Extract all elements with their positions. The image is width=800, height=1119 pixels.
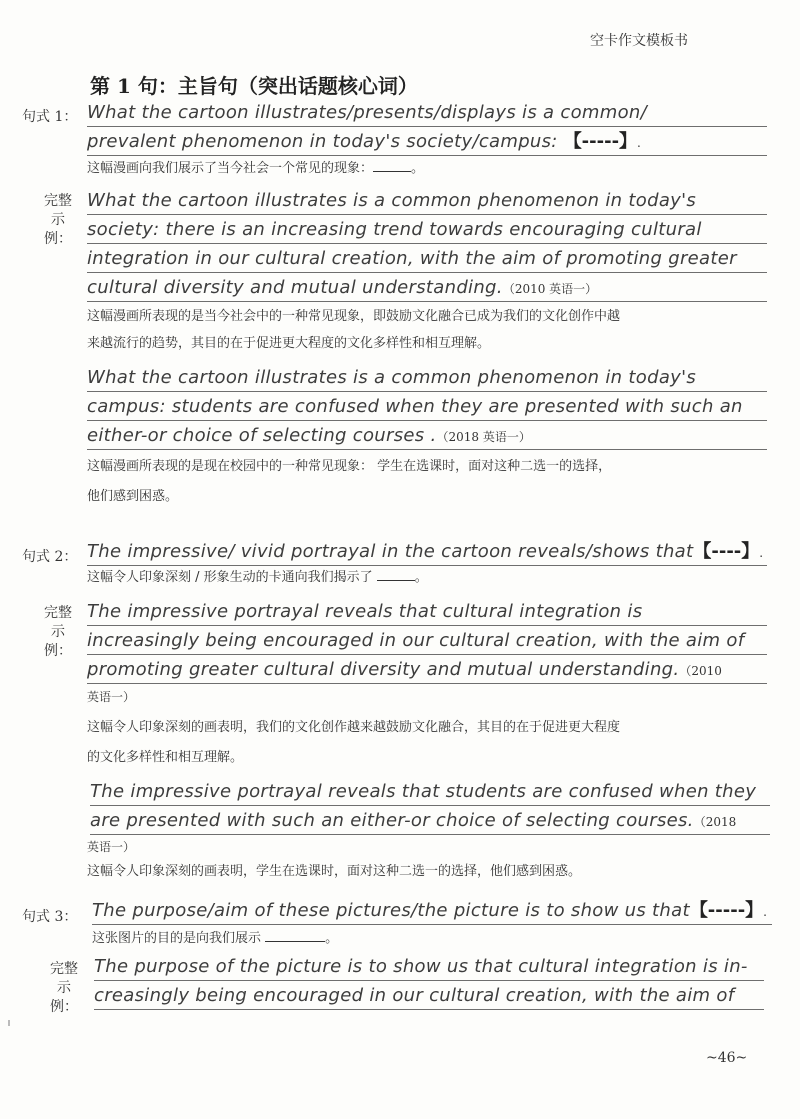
blank-line	[265, 929, 325, 942]
line: The purpose/aim of these pictures/the picture is to show us that【-----】.	[92, 896, 772, 925]
blank-line	[373, 159, 411, 172]
line: increasingly being encouraged in our cultural creation, with the aim of	[87, 626, 767, 655]
pattern-2-english	[87, 537, 767, 566]
line: What the cartoon illustrates is a common phenomenon in today's	[87, 363, 767, 392]
text: 这幅漫画向我们展示了当今社会一个常见的现象：	[87, 161, 374, 176]
source-note-wrap: 英语一）	[87, 840, 136, 854]
line: promoting greater cultural diversity and mutual understanding.（2010	[87, 655, 767, 684]
pattern-1-english	[87, 98, 767, 156]
line: The impressive portrayal reveals that students are confused when they	[90, 777, 770, 806]
example-2-chinese	[87, 452, 767, 512]
line: 来越流行的趋势，其目的在于促进更大程度的文化多样性和相互理解。	[87, 336, 491, 351]
example-5-english	[94, 952, 764, 1010]
source-note: （2018 英语一）	[436, 430, 531, 444]
line: 的文化多样性和相互理解。	[87, 750, 244, 765]
example-4-english	[90, 777, 770, 835]
page-number: ~46~	[706, 1050, 748, 1066]
text: prevalent phenomenon in today's society/campus:	[87, 131, 564, 152]
example-2-english	[87, 363, 767, 450]
text: 。	[411, 161, 425, 176]
line: either-or choice of selecting courses .（2018 英语一）	[87, 421, 767, 450]
source-note: （2018	[693, 815, 737, 829]
example-label: 完整 示例：	[44, 605, 72, 659]
example-1-chinese	[87, 303, 767, 357]
line: 他们感到困惑。	[87, 489, 179, 504]
line: 这幅令人印象深刻的画表明，学生在选课时，面对这种二选一的选择，他们感到困惑。	[87, 864, 582, 879]
line: society: there is an increasing trend towards encouraging cultural	[87, 215, 767, 244]
line: 这幅令人印象深刻的画表明，我们的文化创作越来越鼓励文化融合，其目的在于促进更大程度	[87, 720, 621, 735]
line	[87, 127, 767, 156]
period: .	[637, 136, 641, 150]
pattern-3-english	[92, 896, 772, 925]
fill-in-bracket: 【-----】	[689, 900, 764, 921]
example-label: 完整 示例：	[44, 193, 72, 247]
example-3-english	[87, 597, 767, 684]
example-1-english	[87, 186, 767, 302]
pattern-3-label: 句式 3：	[22, 909, 78, 925]
source-note-wrap: 英语一）	[87, 690, 136, 704]
pattern-2-chinese: 这幅令人印象深刻 / 形象生动的卡通向我们揭示了 。	[87, 570, 428, 585]
pattern-1-label: 句式 1：	[22, 109, 78, 125]
line: integration in our cultural creation, with the aim of promoting greater	[87, 244, 767, 273]
line: creasingly being encouraged in our cultural creation, with the aim of	[94, 981, 764, 1010]
line: are presented with such an either-or choice of selecting courses.（2018	[90, 806, 770, 835]
line: The impressive portrayal reveals that cultural integration is	[87, 597, 767, 626]
section-heading: 第 1 句：主旨句（突出话题核心词）	[90, 74, 418, 98]
example-3-chinese	[87, 713, 767, 773]
blank-line	[377, 568, 415, 581]
pattern-1-chinese	[87, 158, 767, 180]
example-label: 完整 示例：	[50, 961, 78, 1015]
running-header: 空卡作文模板书	[590, 33, 688, 49]
fill-in-bracket: 【----】	[693, 541, 760, 562]
line: 这幅漫画所表现的是现在校园中的一种常见现象： 学生在选课时，面对这种二选一的选择，	[87, 459, 612, 474]
line: The purpose of the picture is to show us that cultural integration is in-	[94, 952, 764, 981]
pattern-3-chinese: 这张图片的目的是向我们展示 。	[92, 931, 339, 946]
scan-mark	[8, 1020, 10, 1026]
line: 这幅漫画所表现的是当今社会中的一种常见现象，即鼓励文化融合已成为我们的文化创作中越	[87, 309, 621, 324]
fill-in-bracket: 【-----】	[563, 131, 638, 152]
line: campus: students are confused when they are presented with such an	[87, 392, 767, 421]
line: cultural diversity and mutual understanding.（2010 英语一）	[87, 273, 767, 302]
line: What the cartoon illustrates is a common phenomenon in today's	[87, 186, 767, 215]
line: The impressive/ vivid portrayal in the cartoon reveals/shows that【----】.	[87, 537, 767, 566]
line: What the cartoon illustrates/presents/displays is a common/	[87, 98, 767, 127]
source-note: （2010	[679, 664, 722, 678]
pattern-2-label: 句式 2：	[22, 549, 78, 565]
example-4-chinese	[87, 861, 767, 883]
source-note: （2010 英语一）	[502, 282, 598, 296]
